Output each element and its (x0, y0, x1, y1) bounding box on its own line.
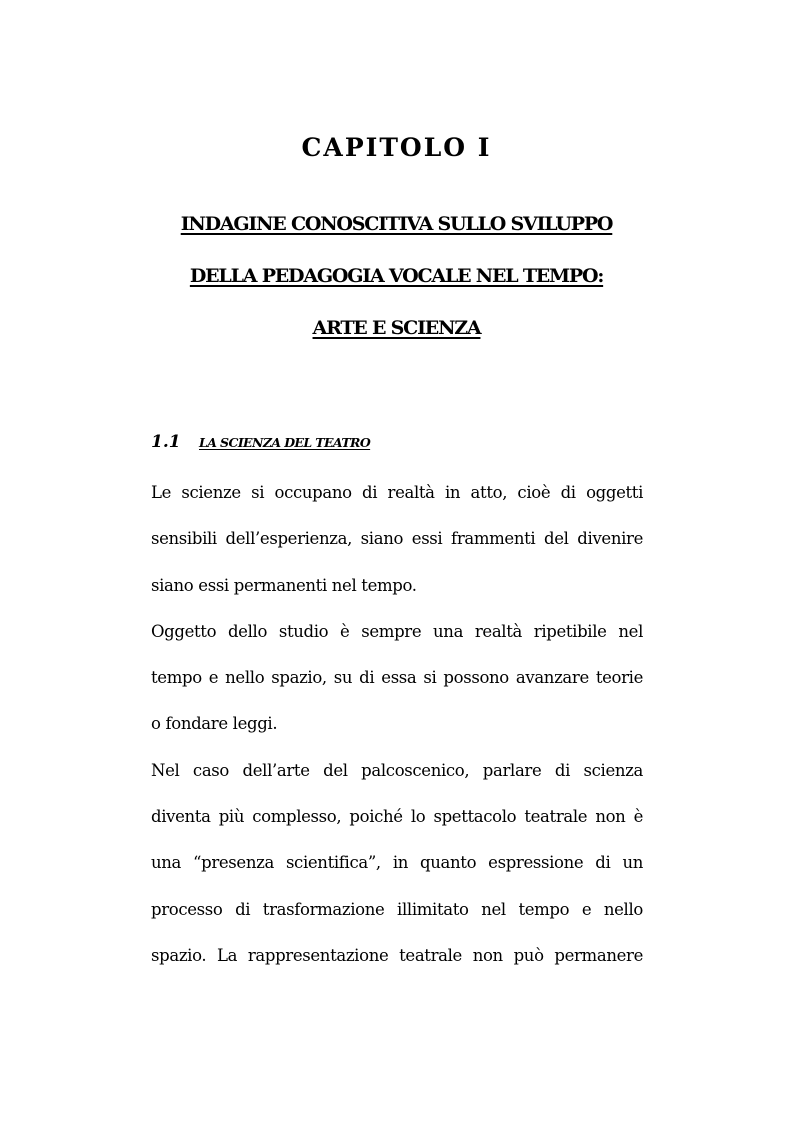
section-number: 1.1 (151, 432, 181, 452)
body-line: tempo e nello spazio, su di essa si possono avanzare teorie (151, 668, 643, 688)
body-line: siano essi permanenti nel tempo. (151, 575, 417, 595)
body-line: Le scienze si occupano di realtà in atto, cioè di oggetti (151, 483, 643, 502)
body-line: processo di trasformazione illimitato nel tempo e nello (151, 899, 643, 919)
subtitle-line (100, 200, 693, 252)
body-line: una “presenza scientifica”, in quanto espressione di un (151, 853, 643, 873)
body-line: Oggetto dello studio è sempre una realtà ripetibile nel (151, 621, 643, 641)
body-line: sensibili dell’esperienza, siano essi frammenti del divenire (151, 529, 643, 549)
section-title: LA SCIENZA DEL TEATRO (199, 435, 371, 450)
body-text (151, 475, 643, 984)
body-line: o fondare leggi. (151, 714, 278, 734)
section-heading (151, 430, 641, 456)
body-line: spazio. La rappresentazione teatrale non può permanere (151, 945, 643, 965)
subtitle-line-text: ARTE E SCIENZA (312, 317, 481, 339)
chapter-title: CAPITOLO I (301, 133, 492, 162)
subtitle-line (100, 304, 693, 356)
body-line: Nel caso dell’arte del palcoscenico, parlare di scienza (151, 760, 643, 780)
body-line: diventa più complesso, poiché lo spettacolo teatrale non è (151, 807, 643, 827)
subtitle-line (100, 252, 693, 304)
subtitle-line-text: DELLA PEDAGOGIA VOCALE NEL TEMPO: (189, 265, 604, 287)
subtitle-line-text: INDAGINE CONOSCITIVA SULLO SVILUPPO (180, 213, 613, 235)
chapter-subtitle (100, 200, 693, 356)
